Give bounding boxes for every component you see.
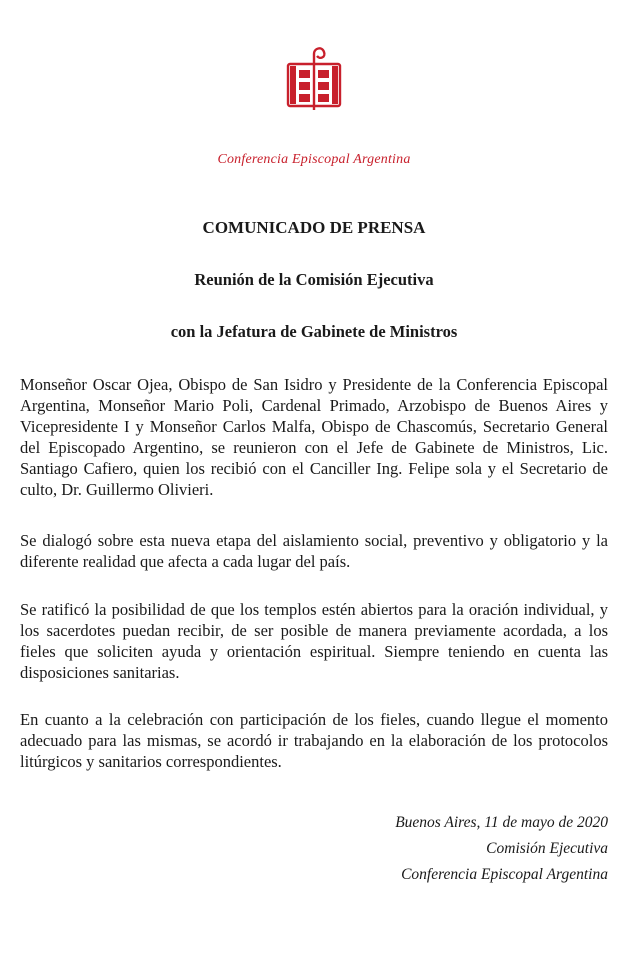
organization-script-name: Conferencia Episcopal Argentina [217,152,411,167]
signature-block [395,810,608,888]
signatory-committee: Comisión Ejecutiva [486,840,608,857]
paragraph-celebrations-protocols: En cuanto a la celebración con participación de los fieles, cuando llegue el momento adecuado para las mismas, se acordó ir trabajando en la elaboración de los protocolos litúrgicos y sanitarios correspondientes. [20,710,608,771]
episcopal-conference-crest-icon [278,44,350,112]
paragraph-isolation-stage: Se dialogó sobre esta nueva etapa del aislamiento social, preventivo y obligatorio y la diferente realidad que afecta a cada lugar del país. [20,531,608,571]
place-date: Buenos Aires, 11 de mayo de 2020 [395,814,608,831]
paragraph-meeting-participants: Monseñor Oscar Ojea, Obispo de San Isidro y Presidente de la Conferencia Episcopal Argentina, Monseñor Mario Poli, Cardenal Primado, Arzobispo de Buenos Aires y Vicepresidente I y Monseñor Carlos Malfa, Obispo de Chascomús, Secretario General del Episcopado Argentino, se reunieron con el Jefe de Gabinete de Ministros, Lic. Santiago Cafiero, quien los recibió con el Canciller Ing. Felipe sola y el Secretario de culto, Dr. Guillermo Olivieri. [20,375,608,499]
document-title: COMUNICADO DE PRENSA [202,218,426,237]
paragraph-temples-open: Se ratificó la posibilidad de que los templos estén abiertos para la oración individual, y los sacerdotes puedan recibir, de ser posible de manera previamente acordada, a los fieles que soliciten ayuda y orientación espiritual. Siempre teniendo en cuenta las disposiciones sanitarias. [20,600,608,682]
signatory-organization: Conferencia Episcopal Argentina [401,866,608,883]
subtitle-line-2: con la Jefatura de Gabinete de Ministros [170,322,458,341]
subtitle-line-1: Reunión de la Comisión Ejecutiva [194,270,434,289]
